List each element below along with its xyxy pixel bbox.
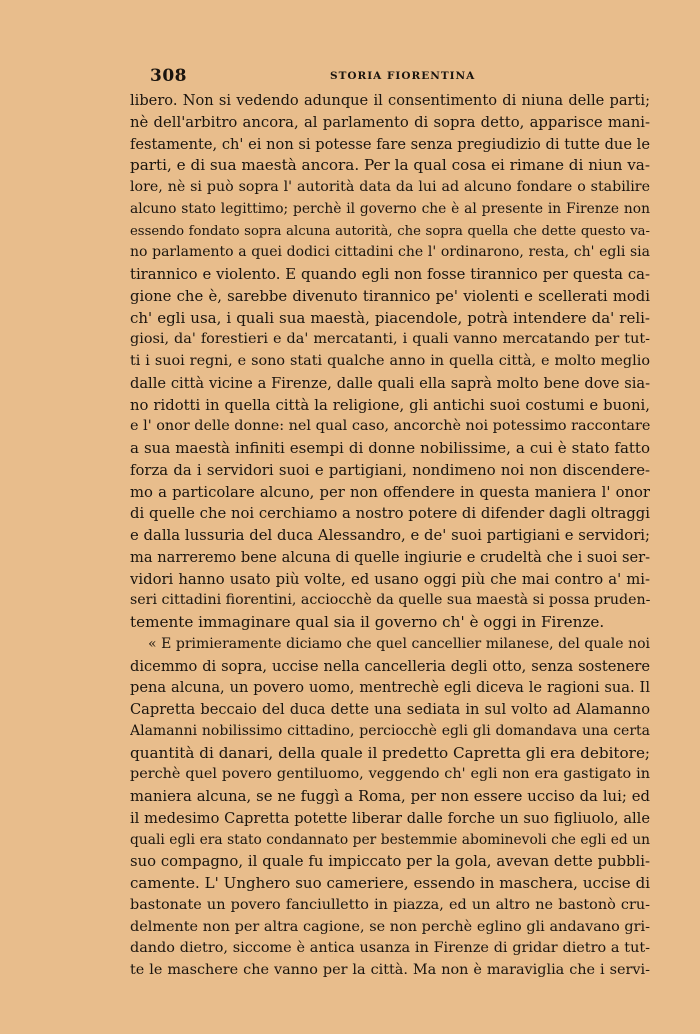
text-line: mo a particolare alcuno, per non offendere in questa maniera l' onor [130, 483, 650, 501]
text-line: no parlamento a quei dodici cittadini che l' ordinarono, resta, ch' egli sia [130, 244, 650, 261]
text-line: Capretta beccaio del duca dette una sediata in sul volto ad Alamanno [130, 701, 650, 718]
text-line: dalle città vicine a Firenze, dalle quali ella saprà molto bene dove sia- [130, 374, 650, 392]
text-line: essendo fondato sopra alcuna autorità, che sopra quella che dette questo va- [130, 223, 650, 239]
text-line: ma narreremo bene alcuna di quelle ingiurie e crudeltà che i suoi ser- [130, 548, 650, 566]
text-line: alcuno stato legittimo; perchè il governo che è al presente in Firenze non [130, 200, 650, 217]
text-line: temente immaginare qual sia il governo ch' è oggi in Firenze. [130, 613, 605, 631]
text-line: ti i suoi regni, e sono stati qualche anno in quella città, e molto meglio [130, 353, 650, 369]
text-line: festamente, ch' ei non si potesse fare senza pregiudizio di tutte due le [130, 135, 650, 153]
text-line: ch' egli usa, i quali sua maestà, piacendole, potrà intendere da' reli- [130, 308, 650, 327]
text-line: maniera alcuna, se ne fuggì a Roma, per non essere ucciso da lui; ed [130, 788, 650, 805]
text-line: tirannico e violento. E quando egli non fosse tirannico per questa ca- [130, 266, 650, 283]
text-line: suo compagno, il quale fu impiccato per la gola, avevan dette pubbli- [130, 853, 650, 871]
body-text [130, 90, 650, 982]
text-line: Alamanni nobilissimo cittadino, perciocchè egli gli domandava una certa [130, 722, 650, 739]
text-line: dando dietro, siccome è antica usanza in Firenze di gridar dietro a tut- [130, 940, 650, 957]
text-line: dicemmo di sopra, uccise nella cancelleria degli otto, senza sostenere [130, 657, 650, 675]
text-line: di quelle che noi cerchiamo a nostro potere di difender dagli oltraggi [130, 505, 650, 523]
running-title: STORIA FIORENTINA [330, 70, 476, 82]
text-line: gione che è, sarebbe divenuto tirannico pe' violenti e scellerati modi [130, 287, 650, 305]
text-line: nè dell'arbitro ancora, al parlamento di sopra detto, apparisce mani- [130, 113, 650, 131]
text-line: te le maschere che vanno per la città. Ma non è maraviglia che i servi- [130, 962, 650, 978]
text-line: il medesimo Capretta potette liberar dalle forche un suo figliuolo, alle [130, 809, 650, 827]
text-line: vidori hanno usato più volte, ed usano oggi più che mai contro a' mi- [130, 570, 650, 588]
text-line: delmente non per altra cagione, se non perchè eglino gli andavano gri- [130, 918, 650, 935]
text-line: quantità di danari, della quale il predetto Capretta gli era debitore; [130, 743, 650, 762]
text-line: libero. Non si vedendo adunque il consentimento di niuna delle parti; [130, 92, 650, 109]
page-header [150, 66, 550, 88]
text-line: forza da i servidori suoi e partigiani, nondimeno noi non discendere- [130, 461, 650, 479]
text-line: no ridotti in quella città la religione, gli antichi suoi costumi e buoni, [130, 396, 650, 414]
text-line: lore, nè si può sopra l' autorità data da lui ad alcuno fondare o stabilire [130, 179, 650, 195]
text-line: perchè quel povero gentiluomo, veggendo ch' egli non era gastigato in [130, 766, 650, 783]
text-line: giosi, da' forestieri e da' mercatanti, i quali vanno mercatando per tut- [130, 331, 650, 348]
text-line: e l' onor delle donne: nel qual caso, ancorchè noi potessimo raccontare [130, 418, 650, 435]
text-line: a sua maestà infiniti esempi di donne nobilissime, a cui è stato fatto [130, 439, 650, 457]
text-line: camente. L' Unghero suo cameriere, essendo in maschera, uccise di [130, 874, 650, 892]
text-line: quali egli era stato condannato per bestemmie abominevoli che egli ed un [130, 831, 650, 848]
text-line: parti, e di sua maestà ancora. Per la qual cosa ei rimane di niun va- [130, 156, 650, 175]
page-number: 308 [150, 66, 187, 86]
text-line: pena alcuna, un povero uomo, mentrechè egli diceva le ragioni sua. Il [130, 679, 650, 697]
text-line: e dalla lussuria del duca Alessandro, e de' suoi partigiani e servidori; [130, 527, 650, 544]
text-line: « E primieramente diciamo che quel cancellier milanese, del quale noi [148, 635, 650, 652]
text-line: bastonate un povero fanciulletto in piazza, ed un altro ne bastonò cru- [130, 896, 650, 913]
text-line: seri cittadini fiorentini, acciocchè da quelle sua maestà si possa pruden- [130, 592, 650, 609]
